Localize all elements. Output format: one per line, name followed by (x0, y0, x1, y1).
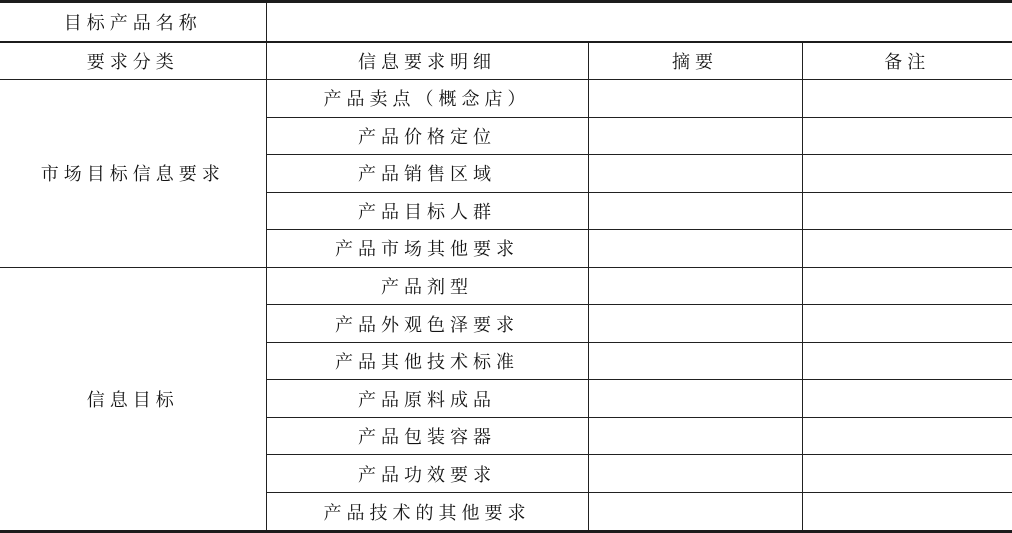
detail-cell: 产品卖点（概念店） (266, 80, 588, 118)
detail-cell: 产品其他技术标准 (266, 342, 588, 380)
note-cell[interactable] (802, 80, 1012, 118)
table-row (0, 267, 1012, 305)
column-header-category: 要求分类 (0, 42, 266, 80)
summary-cell[interactable] (588, 455, 802, 493)
detail-cell: 产品市场其他要求 (266, 230, 588, 268)
note-cell[interactable] (802, 155, 1012, 193)
detail-cell: 产品销售区域 (266, 155, 588, 193)
table-row (0, 80, 1012, 118)
note-cell[interactable] (802, 342, 1012, 380)
note-cell[interactable] (802, 267, 1012, 305)
note-cell[interactable] (802, 192, 1012, 230)
detail-cell: 产品外观色泽要求 (266, 305, 588, 343)
summary-cell[interactable] (588, 155, 802, 193)
note-cell[interactable] (802, 455, 1012, 493)
column-header-detail: 信息要求明细 (266, 42, 588, 80)
detail-cell: 产品剂型 (266, 267, 588, 305)
summary-cell[interactable] (588, 342, 802, 380)
section-category-market: 市场目标信息要求 (0, 80, 266, 268)
summary-cell[interactable] (588, 305, 802, 343)
note-cell[interactable] (802, 493, 1012, 532)
product-name-label: 目标产品名称 (0, 2, 266, 42)
summary-cell[interactable] (588, 493, 802, 532)
note-cell[interactable] (802, 417, 1012, 455)
detail-cell: 产品原料成品 (266, 380, 588, 418)
column-header-summary: 摘要 (588, 42, 802, 80)
summary-cell[interactable] (588, 117, 802, 155)
summary-cell[interactable] (588, 80, 802, 118)
column-header-note: 备注 (802, 42, 1012, 80)
note-cell[interactable] (802, 380, 1012, 418)
detail-cell: 产品价格定位 (266, 117, 588, 155)
note-cell[interactable] (802, 230, 1012, 268)
product-name-row (0, 2, 1012, 42)
summary-cell[interactable] (588, 380, 802, 418)
detail-cell: 产品技术的其他要求 (266, 493, 588, 532)
note-cell[interactable] (802, 305, 1012, 343)
summary-cell[interactable] (588, 230, 802, 268)
summary-cell[interactable] (588, 267, 802, 305)
detail-cell: 产品目标人群 (266, 192, 588, 230)
product-name-value-cell[interactable] (266, 2, 1012, 42)
summary-cell[interactable] (588, 192, 802, 230)
summary-cell[interactable] (588, 417, 802, 455)
detail-cell: 产品功效要求 (266, 455, 588, 493)
table-header-row (0, 42, 1012, 80)
detail-cell: 产品包装容器 (266, 417, 588, 455)
section-category-info-target: 信息目标 (0, 267, 266, 531)
note-cell[interactable] (802, 117, 1012, 155)
